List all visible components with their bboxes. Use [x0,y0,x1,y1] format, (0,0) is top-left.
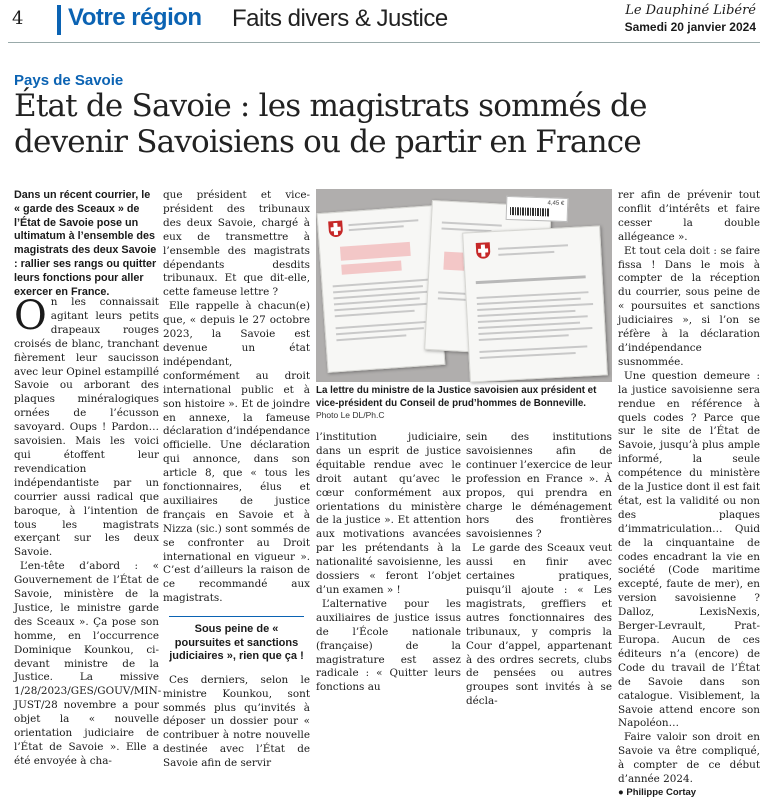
article-column-5 [618,189,760,798]
paragraph: que président et vice-président des tribunaux des deux Savoie, chargé à eux de transmettre à l’ensemble des magistrats dépendants desdits tribunaux. Et que dit-elle, cette fameuse lettre ? [163,189,310,299]
paragraph: L’en-tête d’abord : « Gouvernement de l’État de Savoie, ministère de la Justice, le ministre garde des Sceaux ». Ça pose son homme, en l’occurrence Dominique Kounkou, ci-devant ministre de la Justice. La missive 1/28/2023/GES/GOUV/MIN-JUST/28 novembre a pour objet la « nouvelle orientation judiciaire de l’État de Savoie ». Elle a été envoyée à cha- [14,560,162,767]
stamp-price: 4,45 € [547,200,565,207]
paragraph: n les connaissait agitant leurs petits drapeaux rouges croisés de blanc, tranchant fièrement leur saucisson avec leur Opinel estampillé Savoie ou arborant des plaques minéralogiques ornées de l’écusson savoyard. Oups ! Pardon… savoisien. Mais les voici qui étoffent leur revendication indépendantiste par un courrier aussi radical que baroque, à l’intention de tous les magistrats exerçant sur les deux Savoie. [14,296,159,559]
header-divider [8,42,760,43]
section-accent-bar [57,5,61,35]
paragraph: l’institution judiciaire, dans un esprit de justice équitable rendue avec le droit autant qu’avec le cœur conformément aux orientations du ministère de la justice ». Et attention aux motivations avancées par les prétendants à la nationalité savoisienne, les dossiers « feront l’objet d’un examen » ! [316,431,461,596]
article-column-3 [316,431,461,695]
article-headline: État de Savoie : les magistrats sommés de devenir Savoisiens ou de partir en France [14,88,647,160]
author-byline: ● Philippe Cortay [618,786,697,798]
paragraph: Le garde des Sceaux veut aussi en finir avec certaines pratiques, puisqu’il ajoute : « Les magistrats, greffiers et autres fonctionnaires des tribunaux, y compris la Cour d’appel, appartenant à des ordres secrets, clubs de pensées ou autres groupes sont invités à se décla- [466,542,612,708]
postage-stamp [506,196,569,222]
paragraph: Ces derniers, selon le ministre Kounkou, sont sommés plus qu’invités à déposer un dossier pour « contribuer à notre nouvelle destinée avec l’État de Savoie afin de servir [163,673,310,770]
photo-caption: La lettre du ministre de la Justice savoisien aux président et vice-président du Conseil de prud’hommes de Bonneville. [316,385,597,409]
article-column-4 [466,431,612,709]
paragraph: L’alternative pour les auxiliaires de justice issus de l’École nationale (française) de la magistrature est assez radicale : « Quitter leurs fonctions au [316,597,461,694]
article-column-1 [14,293,162,769]
paragraph: Elle rappelle à chacun(e) que, « depuis le 27 octobre 2023, la Savoie est devenue un état indépendant, conformément au droit international public et à son histoire ». Et de joindre en annexe, la fameuse déclaration d’indépendance officielle. Une déclaration qui annonce, dans son article 8, que « tous les fonctionnaires, élus et auxiliaires de justice français en Savoie et à Nizza (sic.) sont sommés de se confronter au Droit international en vigueur ». C’est d’ailleurs la raison de ce recommandé aux magistrats. [163,300,310,605]
intertitle: Sous peine de « poursuites et sanctions judiciaires », rien que ça ! [169,616,304,664]
savoy-shield-icon [476,242,491,259]
article-photo [316,189,612,382]
paragraph: Et tout cela doit : se faire fissa ! Dans le mois à compter de la réception du courrier, sous peine de « poursuites et sanctions judiciaires », si l’on se réfère à la déclaration d’indépendance susnommée. [618,244,760,368]
photo-credit: Photo Le DL/Ph.C [316,410,385,420]
section-subtitle: Faits divers & Justice [232,5,448,32]
article-chapo: Dans un récent courrier, le « garde des Sceaux » de l’État de Savoie pose un ultimatum à l’ensemble des magistrats des deux Savoie : rallier ses rangs ou quitter leurs fonctions pour aller exercer en France. [14,189,157,298]
paragraph: Une question demeure : la justice savoisienne sera rendue en référence à quels codes ? Parce que sur le site de l’État de Savoie, jusqu’à plus ample informé, la seule compétence du ministère de la Justice dont il est fait état, est la validité ou non des plaques d’immatriculation… Quid de la cinquantaine de codes encadrant la vie en société (Code maritime excepté, faute de mer), en version savoisienne ? Dalloz, LexisNexis, Berger-Levrault, Prat-Europa. Aucun de ces éditeurs n’a (encore) de Code du travail de l’État de Savoie dans son catalogue. Visiblement, la Savoie attend encore son Napoléon… [618,369,760,730]
declaration-document [462,225,608,382]
savoy-shield-icon [328,221,343,238]
drop-cap: O [14,293,47,339]
page-header [0,0,768,40]
article-column-2 [163,189,310,771]
issue-date: Samedi 20 janvier 2024 [624,20,756,34]
paragraph: sein des institutions savoisiennes afin de continuer l’exercice de leur profession en France ». À propos, qui prendra en charge le déménagement hors des frontières savoisiennes ? [466,431,612,541]
article-rubric: Pays de Savoie [14,72,124,89]
paragraph: rer afin de prévenir tout conflit d’intérêts et faire cesser la double allégeance ». [618,189,760,243]
paragraph: Faire valoir son droit en Savoie va être compliqué, à compter de ce début d’année 2024. [618,731,760,786]
page-number: 4 [12,8,24,29]
section-title: Votre région [68,4,202,31]
newspaper-name: Le Dauphiné Libéré [625,3,756,18]
barcode-icon [510,207,550,216]
